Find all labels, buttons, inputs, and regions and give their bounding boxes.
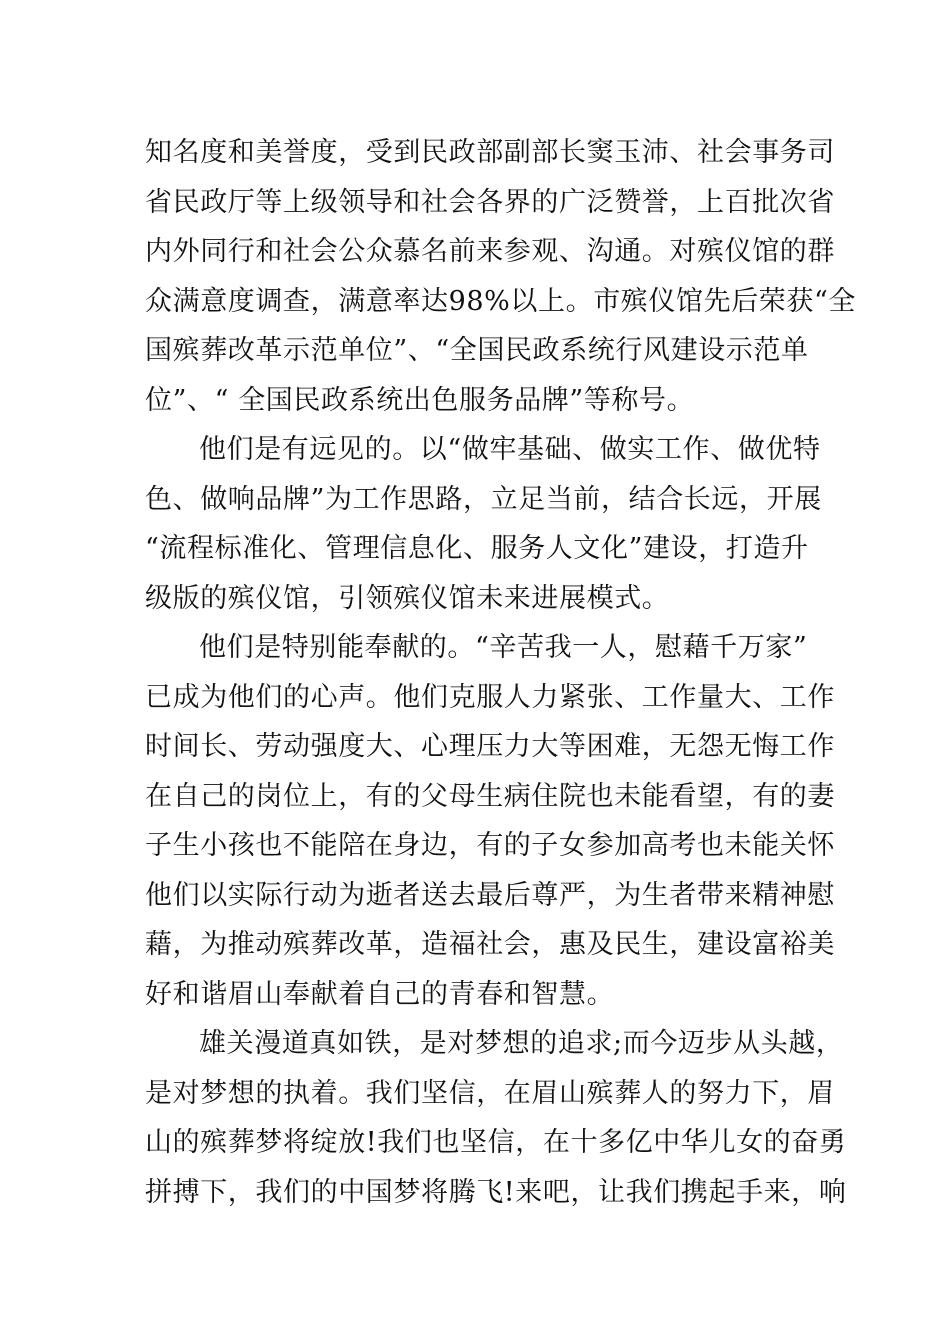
paragraph-1-line-4: 众满意度调查，满意率达98%以上。市殡仪馆先后荣获“全 [145, 285, 857, 317]
paragraph-2-line-1: 他们是有远见的。以“做牢基础、做实工作、做优特 [199, 434, 821, 465]
paragraph-4-line-3: 山的殡葬梦将绽放!我们也坚信，在十多亿中华儿女的奋勇 [145, 1127, 847, 1158]
paragraph-3-line-3: 时间长、劳动强度大、心理压力大等困难，无怨无悔工作 [145, 731, 835, 762]
paragraph-2-line-2: 色、做响品牌”为工作思路，立足当前，结合长远，开展 [145, 483, 822, 515]
paragraph-4 [145, 1019, 847, 1217]
paragraph-3-line-2: 已成为他们的心声。他们克服人力紧张、工作量大、工作 [145, 681, 835, 713]
paragraph-1-line-6: 位”、“ 全国民政系统出色服务品牌”等称号。 [145, 384, 695, 416]
paragraph-1-line-1: 知名度和美誉度，受到民政部副部长窦玉沛、社会事务司 [145, 137, 835, 168]
paragraph-3-line-7: 藉，为推动殡葬改革，造福社会，惠及民生，建设富裕美 [145, 929, 835, 960]
paragraph-1 [145, 128, 857, 425]
paragraph-4-line-1: 雄关漫道真如铁，是对梦想的追求;而今迈步从头越， [199, 1028, 844, 1059]
paragraph-1-line-5: 国殡葬改革示范单位”、“全国民政系统行风建设示范单 [145, 335, 809, 366]
paragraph-3-line-8: 好和谐眉山奉献着自己的青春和智慧。 [145, 978, 615, 1010]
paragraph-3-line-4: 在自己的岗位上，有的父母生病住院也未能看望，有的妻 [145, 780, 835, 812]
paragraph-2-line-3: “流程标准化、管理信息化、服务人文化”建设，打造升 [145, 533, 809, 564]
paragraph-2-line-4: 级版的殡仪馆，引领殡仪馆未来进展模式。 [145, 582, 670, 614]
paragraph-3-line-1: 他们是特别能奉献的。“辛苦我一人，慰藉千万家” [199, 632, 808, 663]
paragraph-4-line-4: 拼搏下，我们的中国梦将腾飞!来吧，让我们携起手来，响 [145, 1176, 847, 1208]
document-body [145, 128, 857, 1217]
paragraph-3-line-6: 他们以实际行动为逝者送去最后尊严，为生者带来精神慰 [145, 879, 835, 911]
paragraph-3 [145, 623, 835, 1019]
paragraph-3-line-5: 子生小孩也不能陪在身边，有的子女参加高考也未能关怀 [145, 830, 835, 861]
paragraph-2 [145, 425, 822, 623]
paragraph-1-line-2: 省民政厅等上级领导和社会各界的广泛赞誉，上百批次省 [145, 186, 835, 218]
paragraph-4-line-2: 是对梦想的执着。我们坚信，在眉山殡葬人的努力下，眉 [145, 1077, 835, 1109]
paragraph-1-line-3: 内外同行和社会公众慕名前来参观、沟通。对殡仪馆的群 [145, 236, 835, 267]
